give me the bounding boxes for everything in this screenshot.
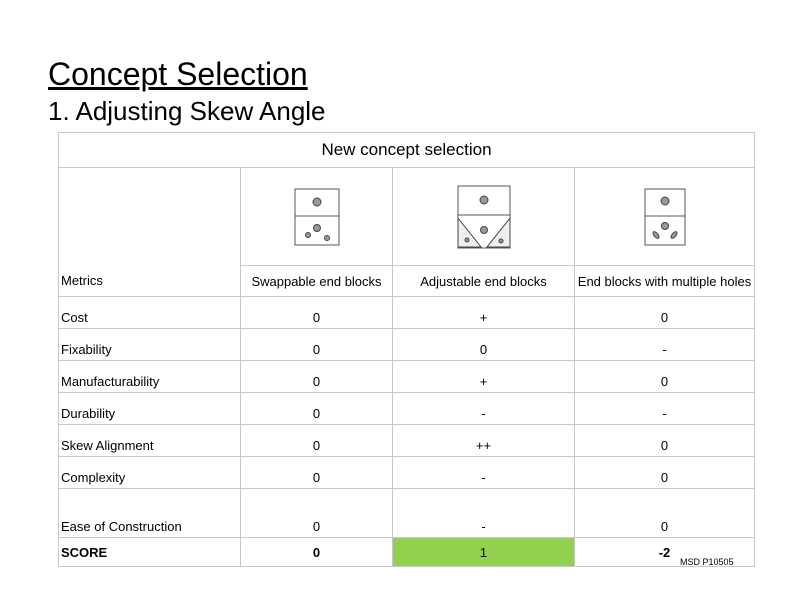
slide-title: Concept Selection bbox=[48, 56, 308, 92]
rating-cell: 0 bbox=[575, 489, 755, 538]
concept-header: Swappable end blocks bbox=[241, 266, 393, 297]
rating-cell: 0 bbox=[575, 297, 755, 329]
swappable-block-sketch-icon bbox=[294, 188, 340, 246]
concept-image-cell bbox=[241, 168, 393, 266]
concept-header: End blocks with multiple holes bbox=[575, 266, 755, 297]
rating-cell: 0 bbox=[241, 489, 393, 538]
rating-cell: 0 bbox=[575, 425, 755, 457]
rating-cell: + bbox=[393, 297, 575, 329]
rating-cell: 0 bbox=[241, 393, 393, 425]
blank-corner-cell bbox=[59, 168, 241, 266]
table-row bbox=[59, 297, 755, 329]
rating-cell: 0 bbox=[241, 425, 393, 457]
concept-image-cell bbox=[393, 168, 575, 266]
table-row bbox=[59, 457, 755, 489]
score-cell: 0 bbox=[241, 538, 393, 567]
rating-cell: - bbox=[575, 329, 755, 361]
slide-footer: MSD P10505 bbox=[680, 557, 734, 567]
table-caption: New concept selection bbox=[59, 133, 755, 168]
rating-cell: 0 bbox=[241, 329, 393, 361]
table-row bbox=[59, 329, 755, 361]
rating-cell: 0 bbox=[575, 361, 755, 393]
rating-cell: 0 bbox=[241, 297, 393, 329]
rating-cell: 0 bbox=[393, 329, 575, 361]
metric-label: Manufacturability bbox=[59, 361, 241, 393]
metric-label: Fixability bbox=[59, 329, 241, 361]
metric-label: Complexity bbox=[59, 457, 241, 489]
adjustable-block-sketch-icon bbox=[455, 185, 513, 249]
rating-cell: 0 bbox=[575, 457, 755, 489]
best-score-cell: 1 bbox=[393, 538, 575, 567]
rating-cell: - bbox=[393, 489, 575, 538]
slide-subtitle: 1. Adjusting Skew Angle bbox=[48, 96, 326, 126]
rating-cell: - bbox=[575, 393, 755, 425]
table-row bbox=[59, 489, 755, 538]
metrics-header: Metrics bbox=[59, 266, 241, 297]
score-row bbox=[59, 538, 755, 567]
metric-label: Cost bbox=[59, 297, 241, 329]
multi-hole-block-sketch-icon bbox=[644, 188, 686, 246]
concept-image-cell bbox=[575, 168, 755, 266]
score-cell: -2 bbox=[575, 538, 755, 567]
rating-cell: + bbox=[393, 361, 575, 393]
table-row bbox=[59, 393, 755, 425]
rating-cell: ++ bbox=[393, 425, 575, 457]
rating-cell: - bbox=[393, 457, 575, 489]
concept-header: Adjustable end blocks bbox=[393, 266, 575, 297]
concept-selection-table bbox=[58, 132, 755, 567]
table-row bbox=[59, 361, 755, 393]
rating-cell: 0 bbox=[241, 361, 393, 393]
metric-label: Ease of Construction bbox=[59, 489, 241, 538]
metric-label: Durability bbox=[59, 393, 241, 425]
rating-cell: 0 bbox=[241, 457, 393, 489]
metric-label: Skew Alignment bbox=[59, 425, 241, 457]
score-label: SCORE bbox=[59, 538, 241, 567]
rating-cell: - bbox=[393, 393, 575, 425]
table-row bbox=[59, 425, 755, 457]
